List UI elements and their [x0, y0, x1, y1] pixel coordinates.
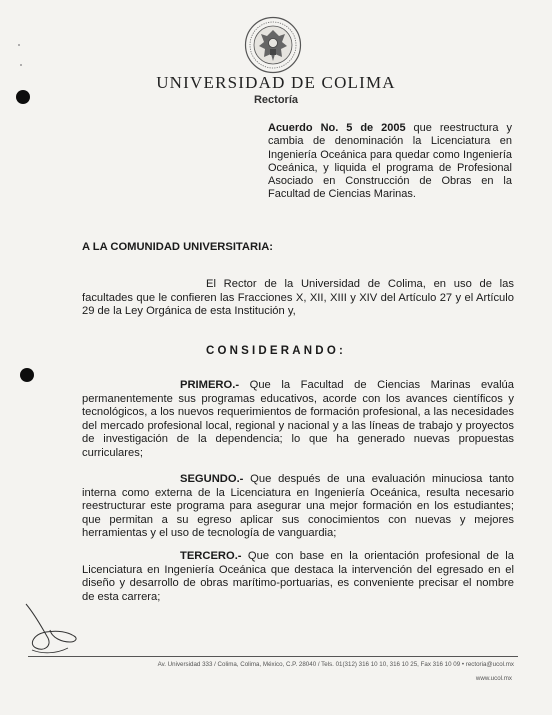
- agreement-title: Acuerdo No. 5 de 2005: [268, 122, 406, 134]
- considerando-heading: CONSIDERANDO:: [206, 345, 346, 357]
- consideration-label: TERCERO.-: [180, 550, 242, 562]
- department-name: Rectoría: [253, 94, 299, 106]
- consideration-text: Que con base en la orientación profesional de la Licenciatura en Ingeniería Oceánica que destaca la intervención del egresado en el diseño y desarrollo de obras marítimo-portuarias, es conveniente precisar el nombre de esta carrera;: [82, 550, 514, 603]
- agreement-description: que reestructura y cambia de denominación la Licenciatura en Ingeniería Oceánica para quedar como Ingeniería Oceánica, y liquida el programa de Profesional Asociado en Construcción de Obras en la Facultad de Ciencias Marinas.: [268, 122, 512, 201]
- consideration-label: PRIMERO.-: [180, 379, 240, 391]
- footer-address: Av. Universidad 333 / Colima, Colima, México, C.P. 28040 / Tels. 01(312) 316 10 10, 316 10 25, Fax 316 10 09 • rectoria@ucol.mx: [157, 661, 514, 668]
- consideration-text: Que después de una evaluación minuciosa tanto interna como externa de la Licenciatura en Ingeniería Oceánica, resulta necesario reestructurar este programa para asegurar una mejor formación en los estudiantes; que permitan a su egreso aplicar sus conocimientos con nuevas y mejores herramientas y el uso de tecnología de vanguardia;: [82, 473, 514, 540]
- consideration-second: [82, 473, 514, 541]
- scan-speck: [20, 64, 22, 66]
- punch-hole-middle: [20, 368, 34, 382]
- scan-speck: [18, 44, 20, 46]
- preamble-paragraph: El Rector de la Universidad de Colima, en uso de las facultades que le confieren las Fracciones X, XII, XIII y XIV del Artículo 27 y el Artículo 29 de la Ley Orgánica de esta Institución y,: [82, 278, 514, 318]
- consideration-label: SEGUNDO.-: [180, 473, 244, 485]
- consideration-text: Que la Facultad de Ciencias Marinas evalúa permanentemente sus programas educativos, acorde con los avances científicos y tecnológicos, a los nuevos requerimientos de formación profesional, a las necesidades del mercado profesional local, regional y nacional y a las líneas de trabajo y proyectos de investigación de la dependencia; lo que ha generado nuevas propuestas curriculares;: [82, 379, 514, 459]
- consideration-first: [82, 379, 514, 461]
- university-seal-logo: [244, 16, 302, 74]
- agreement-summary: [268, 122, 512, 202]
- consideration-third: [82, 550, 514, 604]
- footer-website: www.ucol.mx: [475, 675, 512, 682]
- university-name: UNIVERSIDAD DE COLIMA: [156, 73, 396, 92]
- addressee-heading: A LA COMUNIDAD UNIVERSITARIA:: [82, 241, 274, 253]
- handwritten-signature: [22, 598, 82, 660]
- footer-divider: [28, 656, 518, 657]
